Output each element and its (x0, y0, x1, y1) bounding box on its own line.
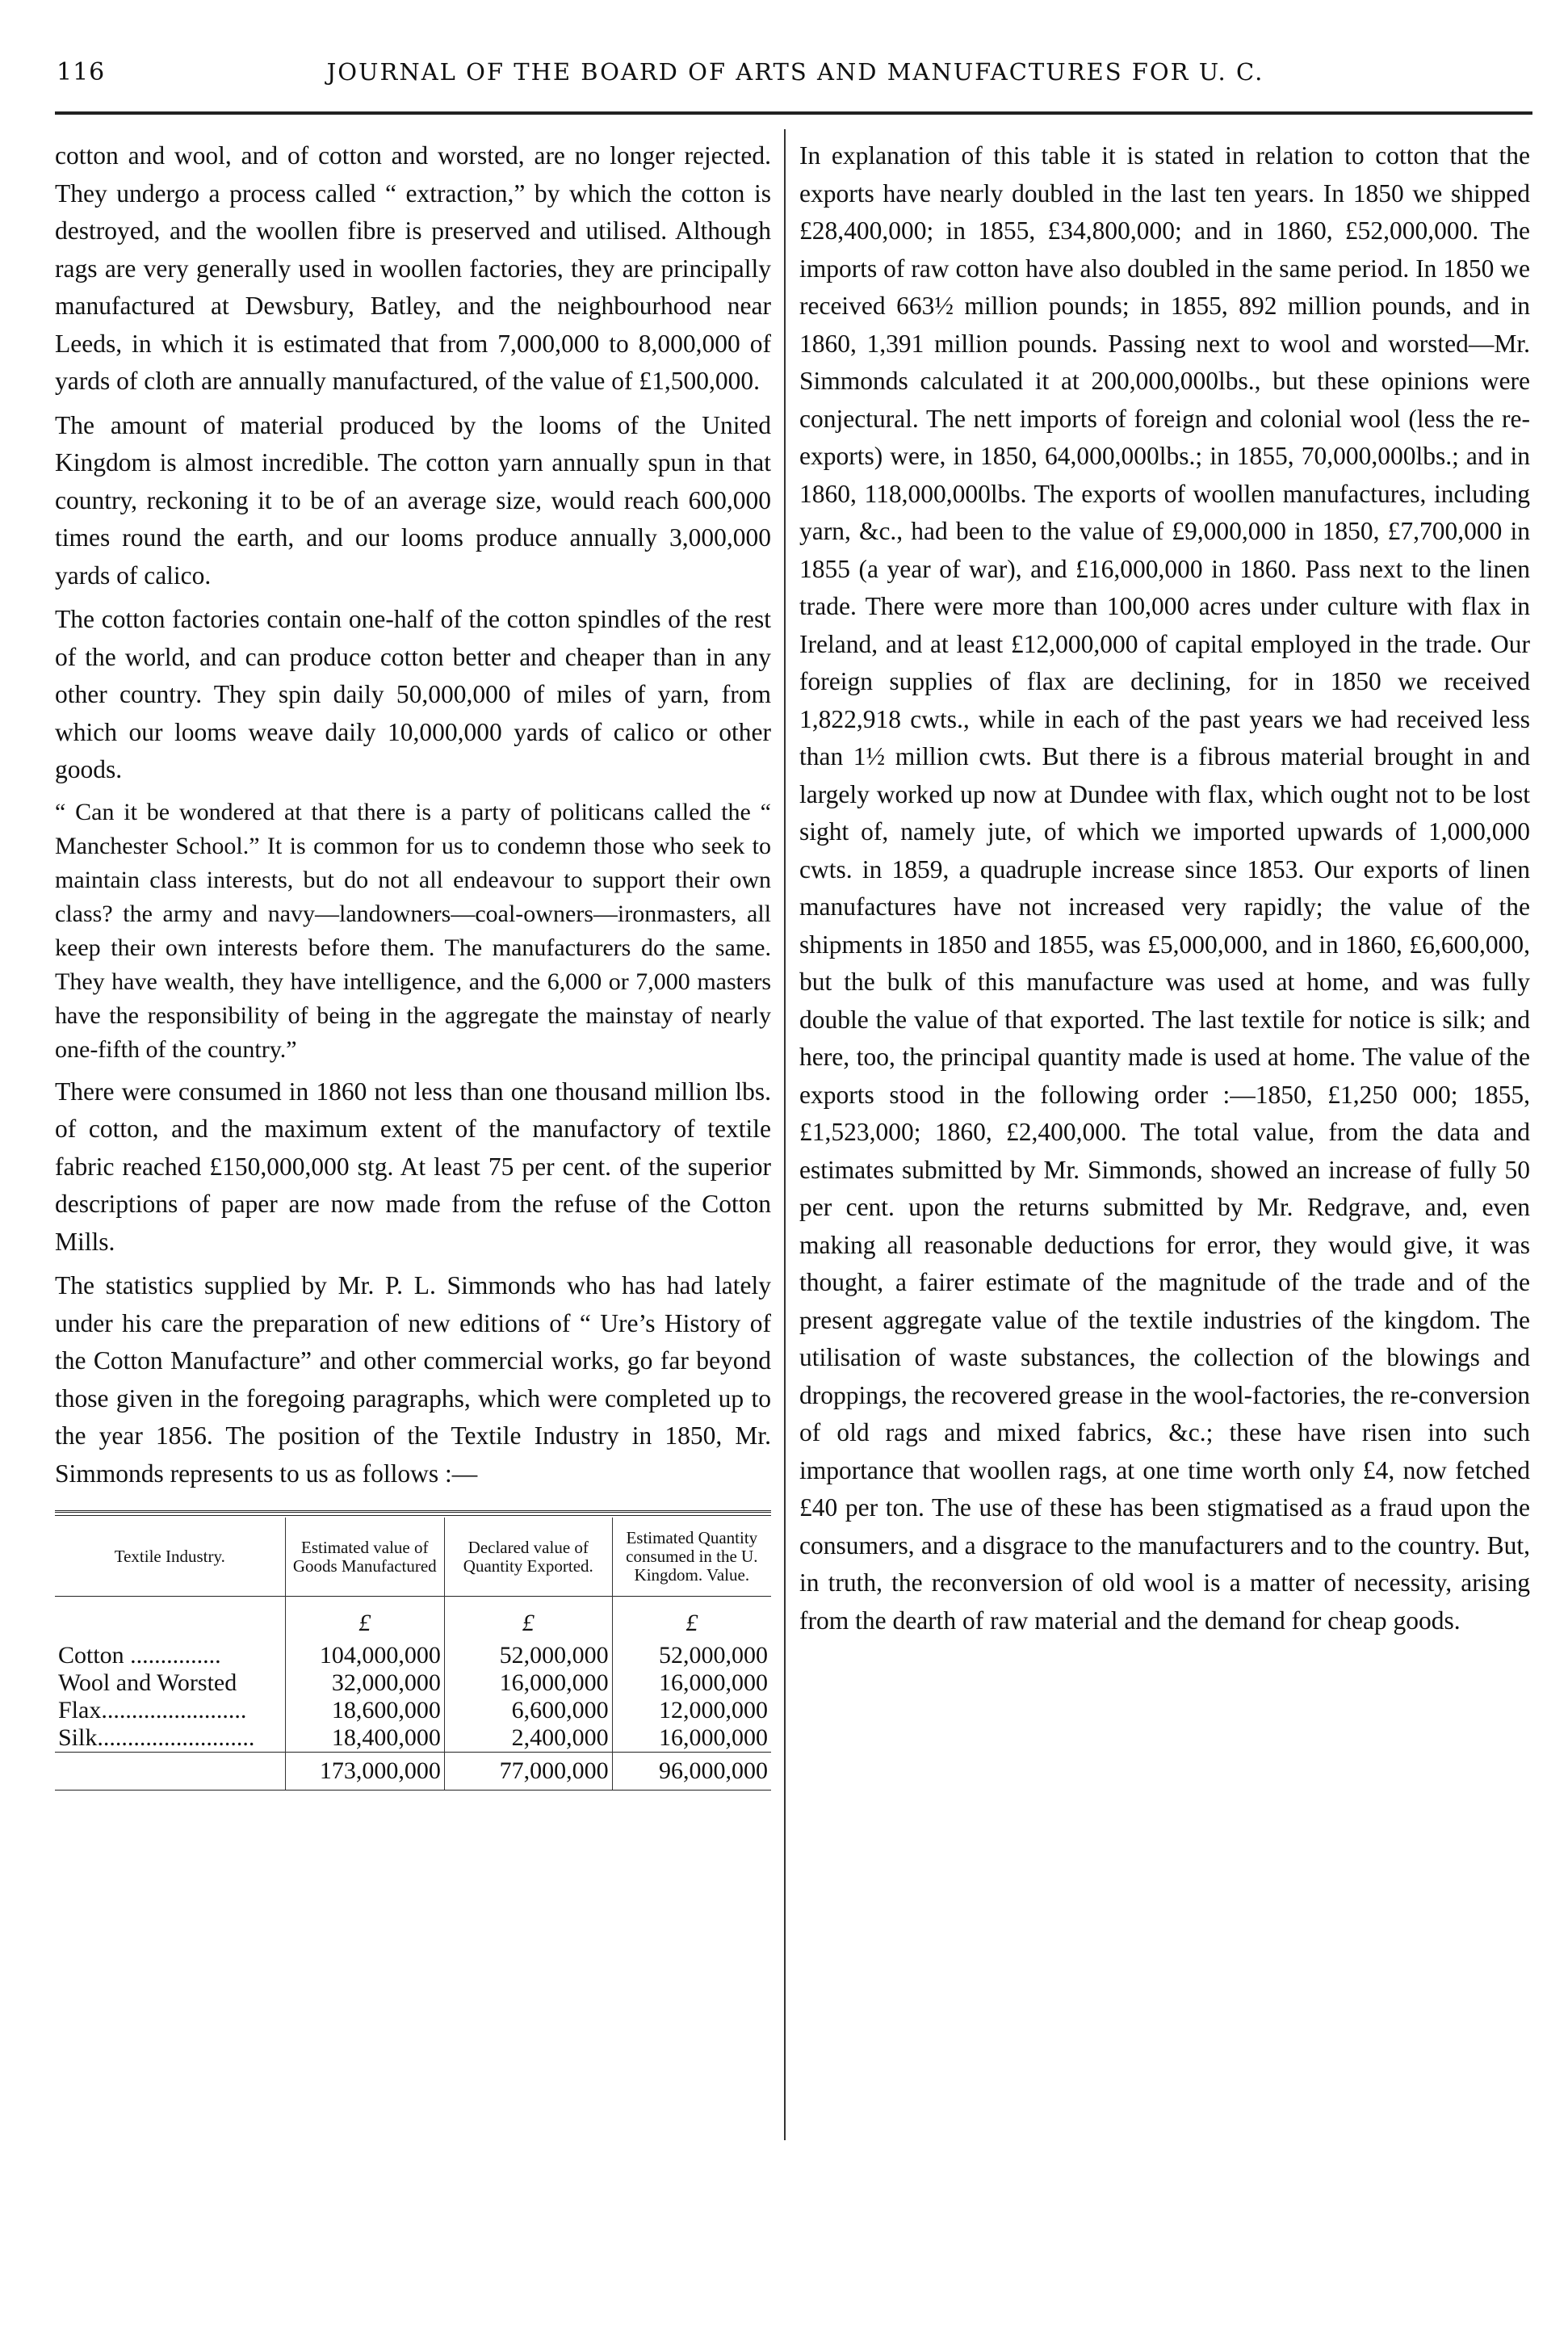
row-label: Flax........................ (58, 1697, 247, 1723)
header-exported: Declared value of Quantity Exported. (444, 1518, 612, 1597)
right-column (799, 137, 1530, 1646)
header-consumed: Estimated Quantity consumed in the U. Kingdom. Value. (612, 1518, 771, 1597)
total-exported: 77,000,000 (444, 1753, 612, 1791)
paragraph: There were consumed in 1860 not less than one thousand million lbs. of cotton, and the maximum extent of the manufactory of textile fabric reached £150,000,000 stg. At least 75 per cent. of the superior descriptions of paper are now made from the refuse of the Cotton Mills. (55, 1077, 771, 1256)
header-industry: Textile Industry. (114, 1547, 225, 1566)
page-number: 116 (57, 58, 106, 86)
table-row (55, 1697, 771, 1724)
block-quote: “ Can it be wondered at that there is a party of politicans called the “ Manchester School.” It is common for us to condemn those who seek to maintain class interests, but do not all endeavour to support their own class? the army and navy—landowners—coal-owners—ironmasters, all keep their own interests before them. The manufacturers do the same. They have wealth, they have intelligence, and the 6,000 or 7,000 masters have the responsibility of being in the aggregate the mainstay of nearly one-fifth of the country.” (55, 798, 771, 1063)
cell-manufactured: 104,000,000 (285, 1642, 444, 1669)
table-header-row (55, 1518, 771, 1597)
cell-consumed: 16,000,000 (612, 1724, 771, 1753)
cell-consumed: 12,000,000 (612, 1697, 771, 1724)
cell-manufactured: 32,000,000 (285, 1669, 444, 1697)
cell-exported: 6,600,000 (444, 1697, 612, 1724)
cell-exported: 2,400,000 (444, 1724, 612, 1753)
total-label (55, 1753, 285, 1791)
left-column (55, 137, 771, 1791)
cell-manufactured: 18,600,000 (285, 1697, 444, 1724)
table-top-rule (55, 1510, 771, 1516)
row-label: Wool and Worsted (58, 1669, 237, 1696)
paragraph: The amount of material produced by the looms of the United Kingdom is almost incredible. The cotton yarn annually spun in that country, reckoning it to be of an average size, would reach 600,000 times round the earth, and our looms produce annually 3,000,000 yards of calico. (55, 410, 771, 590)
total-manufactured: 173,000,000 (285, 1753, 444, 1791)
unit-cell: £ (612, 1597, 771, 1643)
page-header (57, 58, 1534, 99)
total-consumed: 96,000,000 (612, 1753, 771, 1791)
table-row (55, 1642, 771, 1669)
table-bottom-rule (55, 1790, 771, 1791)
row-label: Cotton ............... (58, 1642, 221, 1669)
paragraph: cotton and wool, and of cotton and worsted, are no longer rejected. They undergo a process called “ extraction,” by which the cotton is destroyed, and the woollen fibre is preserved and utilised. Although rags are very generally used in woollen factories, they are principally manufactured at Dewsbury, Batley, and the neighbourhood near Leeds, in which it is estimated that from 7,000,000 to 8,000,000 of yards of cloth are annually manufactured, of the value of £1,500,000. (55, 141, 771, 395)
cell-consumed: 52,000,000 (612, 1642, 771, 1669)
statistics-table (55, 1518, 771, 1790)
table-row (55, 1669, 771, 1697)
textile-table (55, 1510, 771, 1791)
header-manufactured: Estimated value of Goods Manufactured (285, 1518, 444, 1597)
paragraph: In explanation of this table it is stated in relation to cotton that the exports have nearly doubled in the last ten years. In 1850 we shipped £28,400,000; in 1855, £34,800,000; and in 1860, £52,000,000. The imports of raw cotton have also doubled in the same period. In 1850 we received 663½ million pounds; in 1855, 892 million pounds, and in 1860, 1,391 million pounds. Passing next to wool and worsted—Mr. Simmonds calculated it at 200,000,000lbs., but these opinions were conjectural. The nett imports of foreign and colonial wool (less the re-exports) were, in 1850, 64,000,000lbs.; in 1855, 70,000,000lbs.; and in 1860, 118,000,000lbs. The exports of woollen manufactures, including yarn, &c., had been to the value of £9,000,000 in 1850, £7,700,000 in 1855 (a year of war), and £16,000,000 in 1860. Pass next to the linen trade. There were more than 100,000 acres under culture with flax in Ireland, and at least £12,000,000 of capital employed in the trade. Our foreign supplies of flax are declining, for in 1850 we received 1,822,918 cwts., while in each of the past years we had received less than 1½ million cwts. But there is a fibrous material brought in and largely worked up now at Dundee with flax, which ought not to be lost sight of, namely jute, of which we imported upwards of 1,000,000 cwts. in 1859, a quadruple increase since 1853. Our exports of linen manufactures have not increased very rapidly; the value of the shipments in 1850 and 1855, was £5,000,000, and in 1860, £6,600,000, but the bulk of this manufacture was used at home, and was fully double the value of that exported. The last textile for notice is silk; and here, too, the principal quantity made is used at home. The value of the exports stood in the following order :—1850, £1,250 000; 1855, £1,523,000; 1860, £2,400,000. The total value, from the data and estimates submitted by Mr. Simmonds, showed an increase of fully 50 per cent. upon the returns submitted by Mr. Redgrave, and, even making all reasonable deductions for error, they would give, it was thought, a fairer estimate of the magnitude of the trade and of the present aggregate value of the textile industries of the kingdom. The utilisation of waste substances, the collection of the blowings and droppings, the recovered grease in the wool-factories, the re-conversion of old rags and mixed fabrics, &c.; these have risen into such importance that woollen rags, at one time worth only £4, now fetched £40 per ton. The use of these has been stigmatised as a fraud upon the consumers, and a disgrace to the manufacturers and to the country. But, in truth, the reconversion of old wool is a matter of necessity, arising from the dearth of raw material and the demand for cheap goods. (799, 141, 1530, 1635)
unit-cell: £ (285, 1597, 444, 1643)
table-unit-row (55, 1597, 771, 1643)
paragraph: The statistics supplied by Mr. P. L. Simmonds who has had lately under his care the preparation of new editions of “ Ure’s History of the Cotton Manufacture” and other commercial works, go far beyond those given in the foregoing paragraphs, which were completed up to the year 1856. The position of the Textile Industry in 1850, Mr. Simmonds represents to us as follows :— (55, 1271, 771, 1488)
header-rule (55, 111, 1532, 115)
row-label: Silk.......................... (58, 1724, 255, 1751)
cell-exported: 16,000,000 (444, 1669, 612, 1697)
cell-exported: 52,000,000 (444, 1642, 612, 1669)
paragraph: The cotton factories contain one-half of the cotton spindles of the rest of the world, and can produce cotton better and cheaper than in any other country. They spin daily 50,000,000 of miles of yarn, from which our looms weave daily 10,000,000 yards of calico or other goods. (55, 605, 771, 783)
unit-cell: £ (444, 1597, 612, 1643)
running-title: JOURNAL OF THE BOARD OF ARTS AND MANUFACTURES FOR U. C. (326, 58, 1264, 86)
column-divider (784, 129, 786, 2140)
table-total-row (55, 1753, 771, 1791)
cell-manufactured: 18,400,000 (285, 1724, 444, 1753)
table-row (55, 1724, 771, 1753)
cell-consumed: 16,000,000 (612, 1669, 771, 1697)
unit-cell (55, 1597, 285, 1643)
